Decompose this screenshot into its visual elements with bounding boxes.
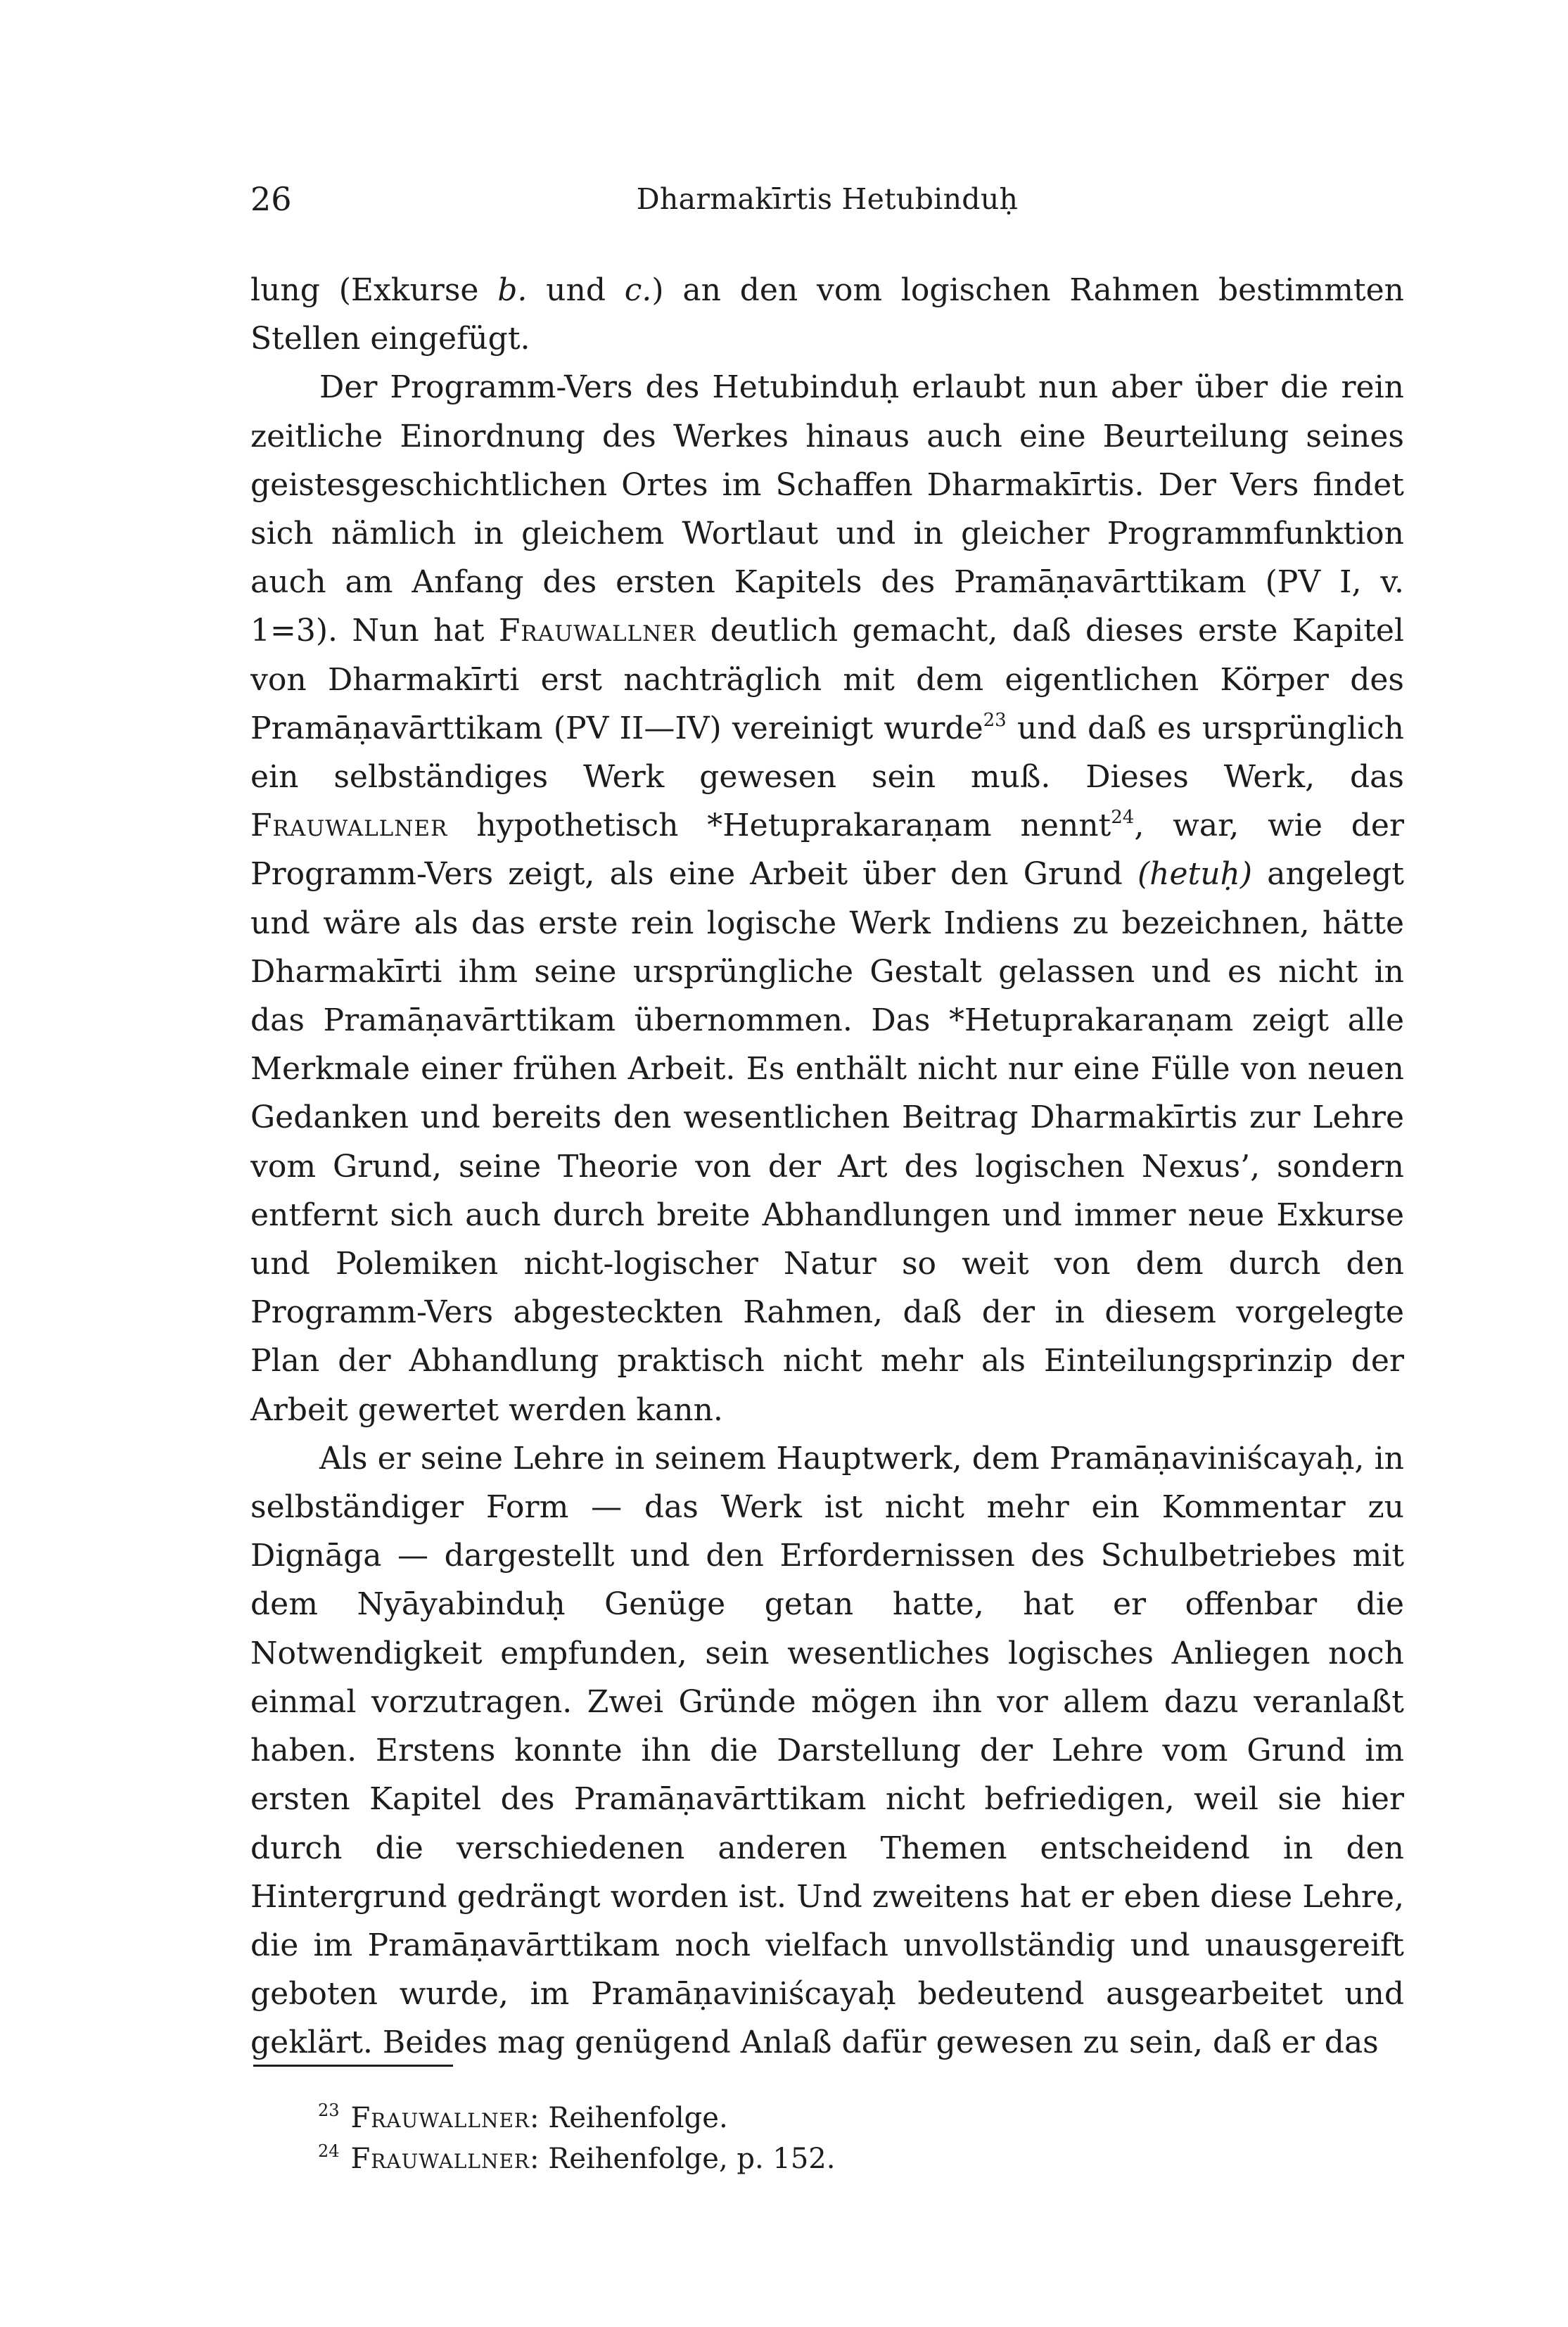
footnote-ref-24[interactable]: 24	[1111, 807, 1135, 829]
footnote-24	[318, 2138, 1373, 2179]
author-name: Frauwallner	[498, 613, 696, 649]
footnote-number: 23	[318, 2100, 340, 2120]
paragraph-2-text-b: deutlich gemacht, daß dieses erste Kapitel von Dharmakīrti erst nachträglich mit dem eigentlichen Körper des Pramāṇavārttikam (PV II—IV) vereinigt wurde	[250, 613, 1404, 746]
running-title: Dharmakīrtis Hetubinduḥ	[636, 182, 1019, 216]
footnote-author: Frauwallner	[350, 2143, 530, 2175]
footnote-number: 24	[318, 2141, 340, 2161]
paragraph-3: Als er seine Lehre in seinem Hauptwerk, dem Pramāṇaviniścayaḥ, in selbständiger Form — das Werk ist nicht mehr ein Kommentar zu Dignāga — dargestellt und den Erfordernissen des Schulbetriebes mit dem Nyāyabinduḥ Genüge getan hatte, hat er offenbar die Notwendigkeit empfunden, sein wesentliches logisches Anliegen noch einmal vorzutragen. Zwei Gründe mögen ihn vor allem dazu veranlaßt haben. Erstens konnte ihn die Darstellung der Lehre vom Grund im ersten Kapitel des Pramāṇavārttikam nicht befriedigen, weil sie hier durch die verschiedenen anderen Themen entscheidend in den Hintergrund gedrängt worden ist. Und zweitens hat er eben diese Lehre, die im Pramāṇavārttikam noch vielfach unvollständig und unausgereift geboten wurde, im Pramāṇaviniścayaḥ bedeutend ausgearbeitet und geklärt. Beides mag genügend Anlaß dafür gewesen zu sein, daß er das	[250, 1440, 1404, 2061]
paragraph-2	[250, 363, 1404, 1434]
paragraph-2-italic-term: (hetuḥ)	[1137, 856, 1253, 893]
paragraph-2-text-a: Der Programm-Vers des Hetubinduḥ erlaubt nun aber über die rein zeitliche Einordnung des Werkes hinaus auch eine Beurteilung seines geistesgeschichtlichen Ortes im Schaffen Dharmakīrtis. Der Vers findet sich nämlich in gleichem Wortlaut und in gleicher Programmfunktion auch am Anfang des ersten Kapitels des Pramāṇavārttikam (PV I, v. 1=3). Nun hat	[250, 369, 1404, 649]
footnote-23	[318, 2098, 1373, 2138]
footnote-divider	[253, 2065, 453, 2067]
paragraph-2-text-g: angelegt und wäre als das erste rein logische Werk Indiens zu bezeichnen, hätte Dharmakīrti ihm seine ursprüngliche Gestalt gelassen und es nicht in das Pramāṇavārttikam übernommen. Das *Hetuprakaraṇam zeigt alle Merkmale einer frühen Arbeit. Es enthält nicht nur eine Fülle von neuen Gedanken und bereits den wesentlichen Beitrag Dharmakīrtis zur Lehre vom Grund, seine Theorie von der Art des logischen Nexus’, sondern entfernt sich auch durch breite Abhandlungen und immer neue Exkurse und Polemiken nicht-logischer Natur so weit von dem durch den Programm-Vers abgesteckten Rahmen, daß der in diesem vorgelegte Plan der Abhandlung praktisch nicht mehr als Einteilungsprinzip der Arbeit gewertet werden kann.	[250, 856, 1404, 1428]
footnote-text: : Reihenfolge, p. 152.	[530, 2143, 836, 2175]
paragraph-1-text-c: und	[527, 272, 625, 308]
paragraph-1-italic-d: c.	[624, 272, 652, 308]
paragraph-2-text-e: , war, wie der Programm-Vers zeigt, als eine Arbeit über den Grund	[250, 808, 1404, 893]
paragraph-1-text-a: lung (Exkurse	[250, 272, 498, 308]
paragraph-2-text-c: und daß es ursprünglich ein selbständiges Werk gewesen sein muß. Dieses Werk, das	[250, 710, 1404, 796]
footnotes	[318, 2098, 1373, 2179]
paragraph-1-italic-b: b.	[497, 272, 528, 308]
footnote-author: Frauwallner	[350, 2102, 530, 2134]
footnote-text: : Reihenfolge.	[530, 2102, 728, 2134]
page-number: 26	[250, 180, 292, 218]
author-name: Frauwallner	[250, 808, 448, 844]
main-text	[250, 266, 1404, 2067]
running-head	[250, 174, 1404, 224]
paragraph-1-text-e: ) an den vom logischen Rahmen bestimmten Stellen eingefügt.	[250, 272, 1404, 357]
paragraph-1	[250, 266, 1404, 363]
paragraph-2-text-d: hypothetisch *Hetuprakaraṇam nennt	[447, 808, 1111, 844]
footnote-ref-23[interactable]: 23	[983, 709, 1007, 731]
